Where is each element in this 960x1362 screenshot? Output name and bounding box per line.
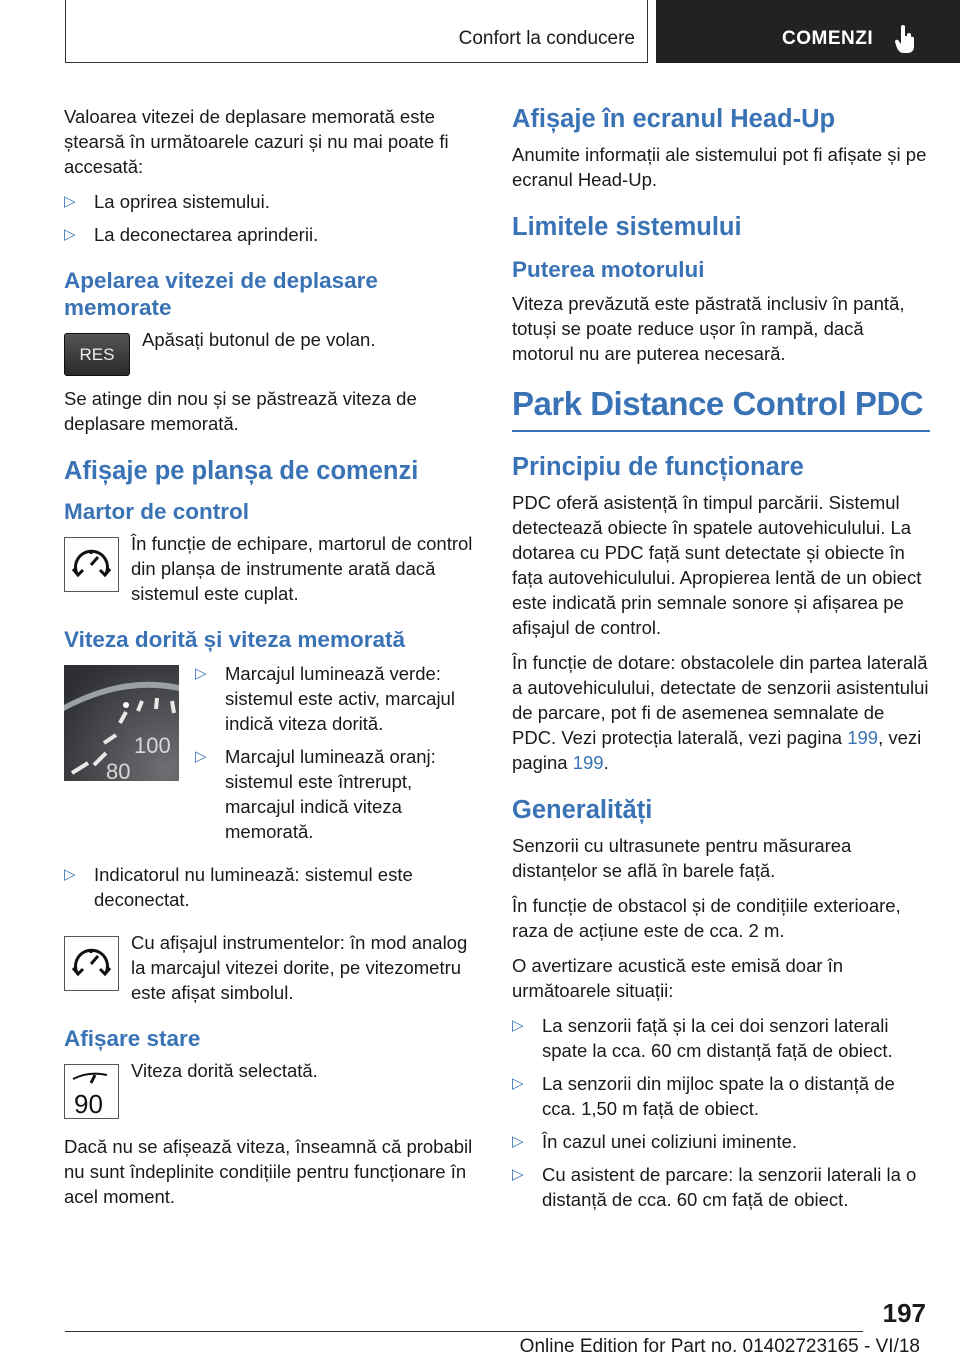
footer-rule — [65, 1331, 863, 1332]
pdc-title-rule — [512, 430, 930, 432]
recall-result: Se atinge din nou și se păstrează viteza de deplasare memorată. — [64, 388, 417, 434]
general-heading: Generalități — [512, 796, 653, 824]
res-button-icon — [64, 333, 130, 376]
cruise-indicator-icon — [64, 936, 119, 996]
header-section-title: Confort la conducere — [458, 28, 635, 49]
power-heading: Puterea motorului — [512, 257, 705, 282]
hud-heading: Afișaje în ecranul Head-Up — [512, 105, 836, 133]
status-icon-value: 90 — [74, 1089, 103, 1119]
status-row — [64, 1060, 482, 1124]
general-text-2: În funcție de obstacol și de condițiile exterioare, raza de acțiune este de cca. 2 m. — [512, 895, 901, 941]
list-item: ▷ Indicatorul nu luminează: sistemul este deconectat. — [64, 862, 482, 912]
general-text-1: Senzorii cu ultrasunete pentru măsurarea distanțelor se află în barele față. — [512, 835, 852, 881]
right-column — [512, 104, 930, 1222]
side-text-b: , vezi pagina — [512, 727, 922, 773]
speed-list — [195, 661, 482, 852]
indicator-text: În funcție de echipare, martorul de control din planșa de instrumente arată dacă sistemul este cuplat. — [131, 533, 473, 604]
speed-row — [64, 661, 482, 852]
speed-heading: Viteza dorită și viteza memorată — [64, 627, 405, 652]
list-item: ▷ Marcajul luminează verde: sistemul este activ, marcajul indică viteza dorită. — [195, 661, 482, 736]
analog-row — [64, 932, 482, 1005]
recall-heading: Apelarea vitezei de deplasare memorate — [64, 268, 378, 320]
speed-off-list — [64, 862, 482, 912]
status-note: Dacă nu se afișează viteza, înseamnă că probabil nu sunt îndeplinite condițiile pentru funcționare în acel moment. — [64, 1136, 473, 1207]
analog-text: Cu afișajul instrumentelor: în mod analog la marcajul vitezei dorite, pe vitezometru este afișat simbolul. — [131, 932, 468, 1003]
cruise-indicator-icon — [64, 537, 119, 597]
speedometer-image — [64, 665, 179, 786]
cleared-intro: Valoarea vitezei de deplasare memorată este ștearsă în următoarele cazuri și nu mai poate fi accesată: — [64, 106, 449, 177]
indicator-heading: Martor de control — [64, 499, 250, 524]
hand-pointer-icon — [894, 24, 918, 54]
list-item: ▷ Marcajul luminează oranj: sistemul este întrerupt, marcajul indică viteza memorată. — [195, 744, 482, 844]
side-text-c: . — [603, 752, 609, 773]
list-item: ▷ La deconectarea aprinderii. — [64, 222, 482, 247]
header-chapter-tab — [656, 0, 960, 63]
list-item: ▷ La senzorii din mijloc spate la o distanță de cca. 1,50 m față de obiect. — [512, 1071, 930, 1121]
limits-heading: Limitele sistemului — [512, 213, 742, 241]
list-item: ▷ Cu asistent de parcare: la senzorii laterali la o distanță de cca. 60 cm față de obiect. — [512, 1162, 930, 1212]
side-protection-text — [512, 650, 930, 775]
list-item: ▷ La oprirea sistemului. — [64, 189, 482, 214]
page-number: 197 — [882, 1298, 926, 1328]
list-item: ▷ La senzorii față și la cei doi senzori laterali spate la cca. 60 cm distanță față de obiect. — [512, 1013, 930, 1063]
display-heading: Afișaje pe planșa de comenzi — [64, 457, 419, 485]
principle-text: PDC oferă asistență în timpul parcării. Sistemul detectează obiecte în spatele autovehiculului. La dotarea cu PDC față sunt detectate și obiecte în fața autovehiculului. Apropierea lentă de un obiect este indicată prin semnale sonore și afișarea pe afișajul de control. — [512, 492, 922, 638]
speed-90-icon — [64, 1064, 119, 1124]
list-item: ▷ În cazul unei coliziuni iminente. — [512, 1129, 930, 1154]
status-heading: Afișare stare — [64, 1026, 201, 1051]
gauge-label-80: 80 — [106, 759, 131, 781]
res-button-label: RES — [64, 333, 130, 376]
page-link[interactable]: 199 — [847, 727, 879, 748]
side-text-a: În funcție de dotare: obstacolele din partea laterală a autovehiculului, detectate de senzorii asistentului de parcare, pot fi de asemenea semnalate de PDC. Vezi protecția laterală, vezi pagina — [512, 652, 929, 748]
gauge-label-100: 100 — [134, 733, 171, 758]
recall-row — [64, 329, 482, 376]
warning-list — [512, 1013, 930, 1212]
page-link[interactable]: 199 — [572, 752, 604, 773]
status-text: Viteza dorită selectată. — [131, 1060, 318, 1081]
principle-heading: Principiu de funcționare — [512, 453, 804, 481]
pdc-title: Park Distance Control PDC — [512, 385, 924, 422]
footer-edition: Online Edition for Part no. 01402723165 - VI/18 — [519, 1336, 920, 1357]
header-chapter-label: COMENZI — [782, 28, 874, 49]
general-text-3: O avertizare acustică este emisă doar în următoarele situații: — [512, 955, 844, 1001]
indicator-row — [64, 533, 482, 606]
power-text: Viteza prevăzută este păstrată inclusiv în pantă, totuși se poate reduce ușor în rampă, dacă motorul nu are puterea necesară. — [512, 293, 905, 364]
cleared-list — [64, 189, 482, 247]
recall-text: Apăsați butonul de pe volan. — [142, 329, 376, 350]
left-column — [64, 104, 482, 1209]
hud-text: Anumite informații ale sistemului pot fi afișate și pe ecranul Head-Up. — [512, 144, 927, 190]
